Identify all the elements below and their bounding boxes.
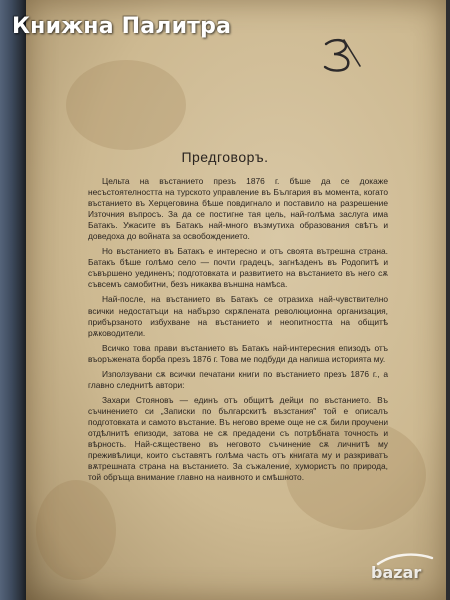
watermark-logo-top: Книжна Палитра [12, 14, 232, 39]
handwritten-page-number [320, 36, 366, 74]
page-stain [36, 480, 116, 580]
paragraph: Използувани сѫ всички печатани книги по въстанието презъ 1876 г., а главно следнитѣ автори: [88, 368, 388, 390]
paragraph: Най-после, на въстанието въ Батакъ се отразиха най-чувствително всички недостатъци на набързо скрѫпената революционна организация, прибързаното избухване на въстанието и неопитността на общитѣ рѫководители. [88, 294, 388, 338]
paragraph: Захари Стояновъ — единъ отъ общитѣ дейци по въстанието. Въ съчинението си „Записки по българскитѣ възстания" той е описалъ подготовката и самото въстание. Въ негово време още не сѫ били проучени отдѣлнитѣ епизоди, затова не сѫ предадени съ потрѣбната точность и вѣрность. Най-сѫществено въ неговото съчинение сѫ личнитѣ му преживѣлици, които съставятъ голѣма часть отъ книгата му и разкриватъ вѫтрешната страна на въстанието. За съжаление, хумористъ по природа, той обръща внимание главно на наивното и смѣшното. [88, 394, 388, 483]
watermark-logo-bottom: bazar [371, 563, 422, 582]
book-spine [0, 0, 26, 600]
preface-body [88, 176, 388, 483]
preface-title: Предговоръ. [181, 149, 269, 165]
page-stain [66, 60, 186, 150]
paragraph: Цельта на въстанието презъ 1876 г. бѣше да се докаже несъстоятелността на турското управление въ България въ момента, когато въстанието въ Херцеговина бѣше повдигнало и поставило на разрешение Източния въпросъ. За да се постигне тая цель, най-голѣма заслуга има Батакъ. Ужасите въ Батакъ най-много възмутиха образования свѣтъ и доведоха до войната за освобождението. [88, 176, 388, 242]
paragraph: Но въстанието въ Батакъ е интересно и отъ своята вътрешна страна. Батакъ бѣше голѣмо село — почти градецъ, загнѣзденъ въ Родопитѣ и съвършено уединенъ; подготовката и развитието на въстанието въ него сѫ съвсемъ самобитни, безъ никаква външна намѣса. [88, 246, 388, 290]
paragraph: Всичко това прави въстанието въ Батакъ най-интересния епизодъ отъ въоръжената борба презъ 1876 г. Това ме подбуди да напиша историята му. [88, 342, 388, 364]
